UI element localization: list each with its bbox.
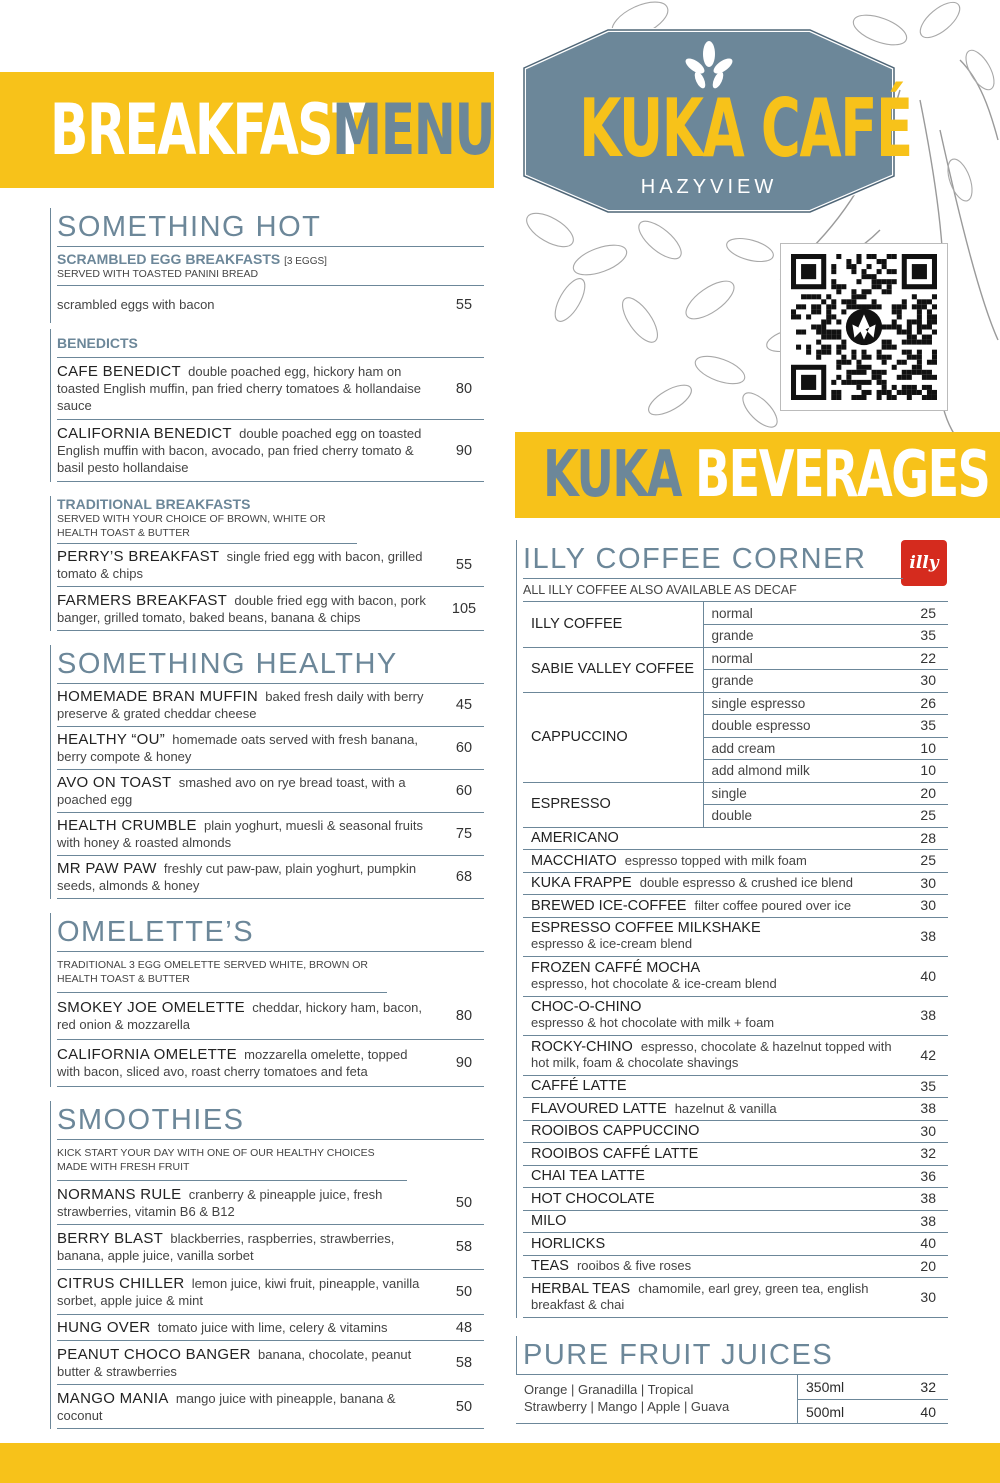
menu-item — [57, 1040, 484, 1087]
beverage-row — [523, 1278, 948, 1318]
section-omelettes — [50, 913, 484, 1087]
beverages-column — [516, 540, 948, 1318]
coffee-option-label: single — [703, 782, 908, 805]
item-name: HOMEMADE BRAN MUFFIN — [57, 688, 258, 705]
beverage-name: HERBAL TEAS — [531, 1281, 631, 1298]
beverage-cell — [523, 827, 908, 850]
coffee-option-label: normal — [703, 602, 908, 625]
item-price: 48 — [455, 1319, 473, 1336]
beverages-banner — [515, 432, 1000, 518]
item-price: 60 — [455, 740, 473, 756]
item-description: blackberries, raspberries, strawberries, banana, apple juice, vanilla sorbet — [57, 1231, 395, 1263]
beverage-name: MILO — [531, 1213, 567, 1230]
item-name: AVO ON TOAST — [57, 774, 172, 791]
item-name: NORMANS RULE — [57, 1185, 182, 1203]
beverage-price: 30 — [908, 895, 948, 918]
item-price: 55 — [455, 557, 473, 573]
beverage-name: KUKA FRAPPE — [531, 875, 632, 892]
beverage-price: 35 — [908, 1075, 948, 1098]
section-title: PURE FRUIT JUICES — [523, 1339, 834, 1371]
beverage-cell — [523, 1210, 908, 1233]
beverage-row — [523, 1233, 948, 1256]
beverage-name: FROZEN CAFFÉ MOCHA — [531, 959, 701, 976]
item-price: 60 — [455, 783, 473, 799]
coffee-option-label: single espresso — [703, 692, 908, 715]
item-desc — [57, 817, 444, 851]
footer-band — [0, 1443, 1000, 1483]
item-price: 80 — [455, 380, 473, 397]
section-title: SMOOTHIES — [57, 1101, 484, 1140]
menu-item — [57, 813, 484, 856]
coffee-option-label: normal — [703, 647, 908, 670]
beverage-desc: double espresso & crushed ice blend — [639, 875, 853, 891]
subsection-tag: [3 EGGS] — [284, 256, 327, 267]
item-price: 50 — [455, 1284, 473, 1300]
item-name: CITRUS CHILLER — [57, 1275, 185, 1292]
coffee-option-row — [523, 692, 948, 715]
beverage-cell — [523, 1233, 908, 1256]
item-price: 50 — [455, 1194, 473, 1211]
juice-size-price: 32 — [920, 1379, 936, 1395]
beverage-desc: hazelnut & vanilla — [674, 1100, 777, 1116]
beverage-cell — [523, 1075, 908, 1098]
beverage-cell — [523, 917, 908, 957]
item-description: freshly cut paw-paw, plain yoghurt, pumpkin seeds, almonds & honey — [57, 861, 417, 893]
item-price: 55 — [455, 296, 473, 313]
item-description: double poached egg, hickory ham on toasted English muffin, pan fried cherry tomatoes & hollandaise sauce — [57, 364, 421, 413]
qr-code-icon — [791, 254, 937, 400]
beverage-price: 28 — [908, 827, 948, 850]
item-desc: scrambled eggs with bacon — [57, 297, 215, 312]
item-price: 90 — [455, 1055, 473, 1071]
item-name: HEALTH CRUMBLE — [57, 817, 197, 834]
item-description: tomato juice with lime, celery & vitamins — [157, 1320, 388, 1335]
beverage-row — [523, 895, 948, 918]
beverage-cell — [523, 850, 908, 873]
coffee-option-price: 35 — [908, 715, 948, 738]
beverage-name: CAFFÉ LATTE — [531, 1078, 627, 1095]
beverage-desc: chamomile, earl grey, green tea, english breakfast & chai — [531, 1281, 869, 1313]
subsection-heading: BENEDICTS — [57, 329, 484, 358]
item-desc — [57, 1275, 444, 1309]
item-price: 75 — [455, 826, 473, 842]
beverage-cell — [523, 957, 908, 997]
item-description: lemon juice, kiwi fruit, pineapple, vanilla sorbet, apple juice & mint — [57, 1276, 420, 1308]
section-smoothies — [50, 1101, 484, 1429]
item-price: 105 — [451, 600, 477, 617]
juice-fruits-line2: Strawberry | Mango | Apple | Guava — [524, 1399, 730, 1414]
section-title: SOMETHING HEALTHY — [57, 645, 484, 684]
beverage-row — [523, 872, 948, 895]
item-description: cranberry & pineapple juice, fresh strawberries, vitamin B6 & B12 — [57, 1186, 383, 1219]
beverage-name: ROOIBOS CAPPUCCINO — [531, 1123, 700, 1140]
beverage-price: 42 — [908, 1036, 948, 1076]
section-illy-coffee — [516, 540, 948, 1318]
beverage-price: 38 — [908, 1210, 948, 1233]
beverage-cell — [523, 1278, 908, 1318]
juice-section-frame — [516, 1336, 948, 1374]
beverage-cell — [523, 1188, 908, 1211]
section-title: ILLY COFFEE CORNER — [523, 540, 903, 579]
menu-item — [57, 1341, 484, 1385]
menu-item — [57, 420, 484, 482]
coffee-option-row — [523, 647, 948, 670]
juice-size-label: 350ml — [806, 1379, 845, 1395]
beverage-cell — [523, 996, 908, 1036]
item-description: mozzarella omelette, topped with bacon, sliced avo, roast cherry tomatoes and feta — [57, 1047, 408, 1079]
logo-subtitle: HAZYVIEW — [640, 176, 778, 198]
breakfast-column — [50, 208, 484, 1429]
item-name: SMOKEY JOE OMELETTE — [57, 999, 245, 1016]
item-desc — [57, 999, 444, 1033]
logo-title: KUKA CAFÉ — [579, 82, 912, 175]
section-title: SOMETHING HOT — [57, 208, 484, 247]
menu-item — [57, 1270, 484, 1315]
menu-item — [57, 727, 484, 770]
beverage-row — [523, 1075, 948, 1098]
coffee-option-row — [523, 782, 948, 805]
beverage-price: 30 — [908, 872, 948, 895]
beverage-name: FLAVOURED LATTE — [531, 1100, 667, 1117]
beverage-price: 38 — [908, 917, 948, 957]
section-benedicts — [50, 329, 484, 482]
item-name: HEALTHY “OU” — [57, 731, 166, 748]
item-description: double fried egg with bacon, pork banger, grilled tomato, baked beans, banana & chips — [57, 592, 426, 625]
menu-item — [57, 1315, 484, 1341]
juice-size-price: 40 — [920, 1403, 936, 1420]
beverage-desc: rooibos & five roses — [576, 1258, 692, 1274]
item-desc — [57, 1186, 444, 1220]
item-name: BERRY BLAST — [57, 1230, 164, 1247]
beverage-cell — [523, 895, 908, 918]
beverage-name: MACCHIATO — [531, 852, 617, 869]
juice-fruits — [516, 1375, 798, 1423]
item-name: MR PAW PAW — [57, 860, 157, 877]
beverage-price: 40 — [908, 1233, 948, 1256]
beverage-desc: espresso topped with milk foam — [624, 852, 807, 868]
beverage-row — [523, 1143, 948, 1166]
subsection-note: SERVED WITH TOASTED PANINI BREAD — [57, 267, 484, 286]
beverage-row — [523, 917, 948, 957]
breakfast-menu-banner — [0, 72, 494, 188]
beverage-desc: espresso, chocolate & hazelnut topped with hot milk, foam & chocolate shavings — [531, 1039, 892, 1071]
coffee-option-label: double — [703, 805, 908, 828]
menu-item — [57, 1225, 484, 1270]
beverage-price: 30 — [908, 1120, 948, 1143]
item-description: mango juice with pineapple, banana & coconut — [57, 1390, 396, 1423]
beverage-name: BREWED ICE-COFFEE — [531, 897, 687, 914]
item-name: CALIFORNIA OMELETTE — [57, 1046, 237, 1063]
menu-item — [57, 587, 484, 631]
beverage-cell — [523, 872, 908, 895]
item-price: 45 — [455, 697, 473, 713]
beverage-name: CHOC-O-CHINO — [531, 999, 642, 1016]
item-desc — [57, 363, 444, 414]
juice-size-label: 500ml — [806, 1403, 845, 1420]
coffee-option-label: add cream — [703, 737, 908, 760]
coffee-option-label: grande — [703, 670, 908, 693]
beverage-desc: espresso & hot chocolate with milk + foam — [531, 1015, 775, 1031]
beverage-cell — [523, 1098, 908, 1121]
beverage-name: AMERICANO — [531, 830, 619, 847]
item-desc — [57, 1230, 444, 1264]
coffee-table — [523, 602, 948, 1318]
beverage-cell — [523, 1255, 908, 1278]
section-note: TRADITIONAL 3 EGG OMELETTE SERVED WHITE, BROWN OR HEALTH TOAST & BUTTER — [57, 952, 387, 993]
item-desc — [57, 774, 444, 808]
beverage-row — [523, 1165, 948, 1188]
beverage-price: 36 — [908, 1165, 948, 1188]
beverage-name: TEAS — [531, 1258, 569, 1275]
menu-item — [57, 1181, 484, 1225]
item-description: baked fresh daily with berry preserve & grated cheddar cheese — [57, 689, 424, 721]
coffee-option-price: 26 — [908, 692, 948, 715]
beverage-desc: espresso, hot chocolate & ice-cream blend — [531, 975, 777, 991]
item-desc — [57, 860, 444, 894]
coffee-option-price: 35 — [908, 625, 948, 648]
item-description: single fried egg with bacon, grilled tomato & chips — [57, 549, 423, 581]
beverage-desc: espresso & ice-cream blend — [531, 936, 693, 952]
beverage-row — [523, 996, 948, 1036]
beverage-name: ROOIBOS CAFFÉ LATTE — [531, 1145, 699, 1162]
beverage-row — [523, 1188, 948, 1211]
item-price: 50 — [455, 1398, 473, 1415]
section-something-healthy — [50, 645, 484, 899]
beverage-row — [523, 1210, 948, 1233]
item-desc — [57, 548, 444, 582]
menu-item — [57, 684, 484, 727]
beverage-price: 32 — [908, 1143, 948, 1166]
item-price: 90 — [455, 442, 473, 459]
banner-word-kuka: KUKA — [543, 438, 681, 512]
subsection-title — [57, 251, 484, 267]
item-price: 58 — [455, 1239, 473, 1255]
item-desc — [57, 425, 444, 476]
coffee-group-name: ILLY COFFEE — [523, 602, 703, 647]
coffee-option-label: grande — [703, 625, 908, 648]
coffee-option-row — [523, 602, 948, 625]
subsection-note: SERVED WITH YOUR CHOICE OF BROWN, WHITE OR HEALTH TOAST & BUTTER — [57, 512, 357, 544]
item-price: 68 — [455, 869, 473, 885]
menu-item — [57, 358, 484, 420]
section-note: KICK START YOUR DAY WITH ONE OF OUR HEALTHY CHOICES MADE WITH FRESH FRUIT — [57, 1140, 407, 1181]
subsection-heading: TRADITIONAL BREAKFASTS — [57, 496, 251, 512]
coffee-option-price: 10 — [908, 760, 948, 783]
menu-item — [57, 856, 484, 899]
item-price: 58 — [455, 1354, 473, 1371]
banner-word-beverages: BEVERAGES — [694, 438, 989, 512]
beverage-price: 30 — [908, 1278, 948, 1318]
beverage-price: 25 — [908, 850, 948, 873]
item-description: double poached egg on toasted English muffin with bacon, avocado, pan fried cherry tomato & basil pesto hollandaise — [57, 426, 422, 475]
juice-fruits-line1: Orange | Granadilla | Tropical — [524, 1382, 694, 1397]
section-title: OMELETTE’S — [57, 913, 484, 952]
beverage-row — [523, 1255, 948, 1278]
menu-item — [57, 544, 484, 587]
item-desc — [57, 1346, 444, 1380]
item-desc — [57, 1046, 444, 1080]
banner-word-menu: MENU — [331, 89, 494, 171]
item-name: PEANUT CHOCO BANGER — [57, 1345, 251, 1363]
item-description: plain yoghurt, muesli & seasonal fruits with honey & roasted almonds — [57, 818, 423, 850]
item-desc — [57, 1390, 444, 1424]
juice-size-row — [798, 1375, 948, 1399]
beverage-cell — [523, 1143, 908, 1166]
item-name: CAFE BENEDICT — [57, 363, 181, 380]
coffee-option-price: 20 — [908, 782, 948, 805]
beverage-row — [523, 1120, 948, 1143]
beverage-name: HOT CHOCOLATE — [531, 1190, 655, 1207]
qr-code[interactable] — [780, 243, 948, 411]
item-desc — [57, 592, 444, 626]
beverage-row — [523, 827, 948, 850]
item-price: 80 — [455, 1008, 473, 1024]
beverage-price: 38 — [908, 1098, 948, 1121]
coffee-group-name: CAPPUCCINO — [523, 692, 703, 782]
beverage-cell — [523, 1165, 908, 1188]
item-name: FARMERS BREAKFAST — [57, 591, 228, 609]
beverage-price: 20 — [908, 1255, 948, 1278]
menu-item — [57, 770, 484, 813]
item-description: smashed avo on rye bread toast, with a poached egg — [57, 775, 406, 807]
item-description: banana, chocolate, peanut butter & strawberries — [57, 1346, 412, 1379]
beverage-price: 38 — [908, 996, 948, 1036]
coffee-group-name: SABIE VALLEY COFFEE — [523, 647, 703, 692]
coffee-option-price: 10 — [908, 737, 948, 760]
section-traditional — [50, 496, 484, 631]
item-description: homemade oats served with fresh banana, berry compote & honey — [57, 732, 418, 764]
beverage-name: HORLICKS — [531, 1235, 606, 1252]
beverage-price: 40 — [908, 957, 948, 997]
banner-word-breakfast: BREAKFAST — [50, 89, 366, 171]
juice-sizes — [798, 1375, 948, 1423]
coffee-group-name: ESPRESSO — [523, 782, 703, 827]
coffee-option-label: double espresso — [703, 715, 908, 738]
coffee-option-price: 30 — [908, 670, 948, 693]
item-description: cheddar, hickory ham, bacon, red onion & mozzarella — [57, 1000, 423, 1032]
item-name: HUNG OVER — [57, 1319, 151, 1336]
beverage-cell — [523, 1120, 908, 1143]
coffee-option-price: 25 — [908, 805, 948, 828]
beverage-price: 38 — [908, 1188, 948, 1211]
beverage-row — [523, 957, 948, 997]
coffee-option-price: 25 — [908, 602, 948, 625]
item-desc — [57, 1319, 444, 1336]
menu-item — [57, 1385, 484, 1429]
juice-size-row — [798, 1399, 948, 1423]
beverage-cell — [523, 1036, 908, 1076]
beverage-name: CHAI TEA LATTE — [531, 1168, 645, 1185]
section-pure-fruit-juices — [516, 1336, 948, 1424]
item-name: MANGO MANIA — [57, 1389, 169, 1407]
beverage-row — [523, 850, 948, 873]
item-name: CALIFORNIA BENEDICT — [57, 425, 232, 442]
juice-row — [516, 1374, 948, 1424]
beverage-name: ROCKY-CHINO — [531, 1039, 633, 1056]
section-note: ALL ILLY COFFEE ALSO AVAILABLE AS DECAF — [523, 579, 948, 602]
item-desc — [57, 731, 444, 765]
item-desc — [57, 688, 444, 722]
beverage-desc: filter coffee poured over ice — [694, 897, 852, 913]
menu-item — [57, 286, 484, 323]
menu-item — [57, 993, 484, 1040]
subsection-heading: SCRAMBLED EGG BREAKFASTS — [57, 251, 281, 267]
beverage-row — [523, 1098, 948, 1121]
illy-logo: illy — [901, 540, 947, 586]
coffee-option-price: 22 — [908, 647, 948, 670]
beverage-row — [523, 1036, 948, 1076]
section-something-hot — [50, 208, 484, 323]
beverage-name: ESPRESSO COFFEE MILKSHAKE — [531, 920, 761, 937]
coffee-option-label: add almond milk — [703, 760, 908, 783]
item-name: PERRY’S BREAKFAST — [57, 548, 220, 565]
